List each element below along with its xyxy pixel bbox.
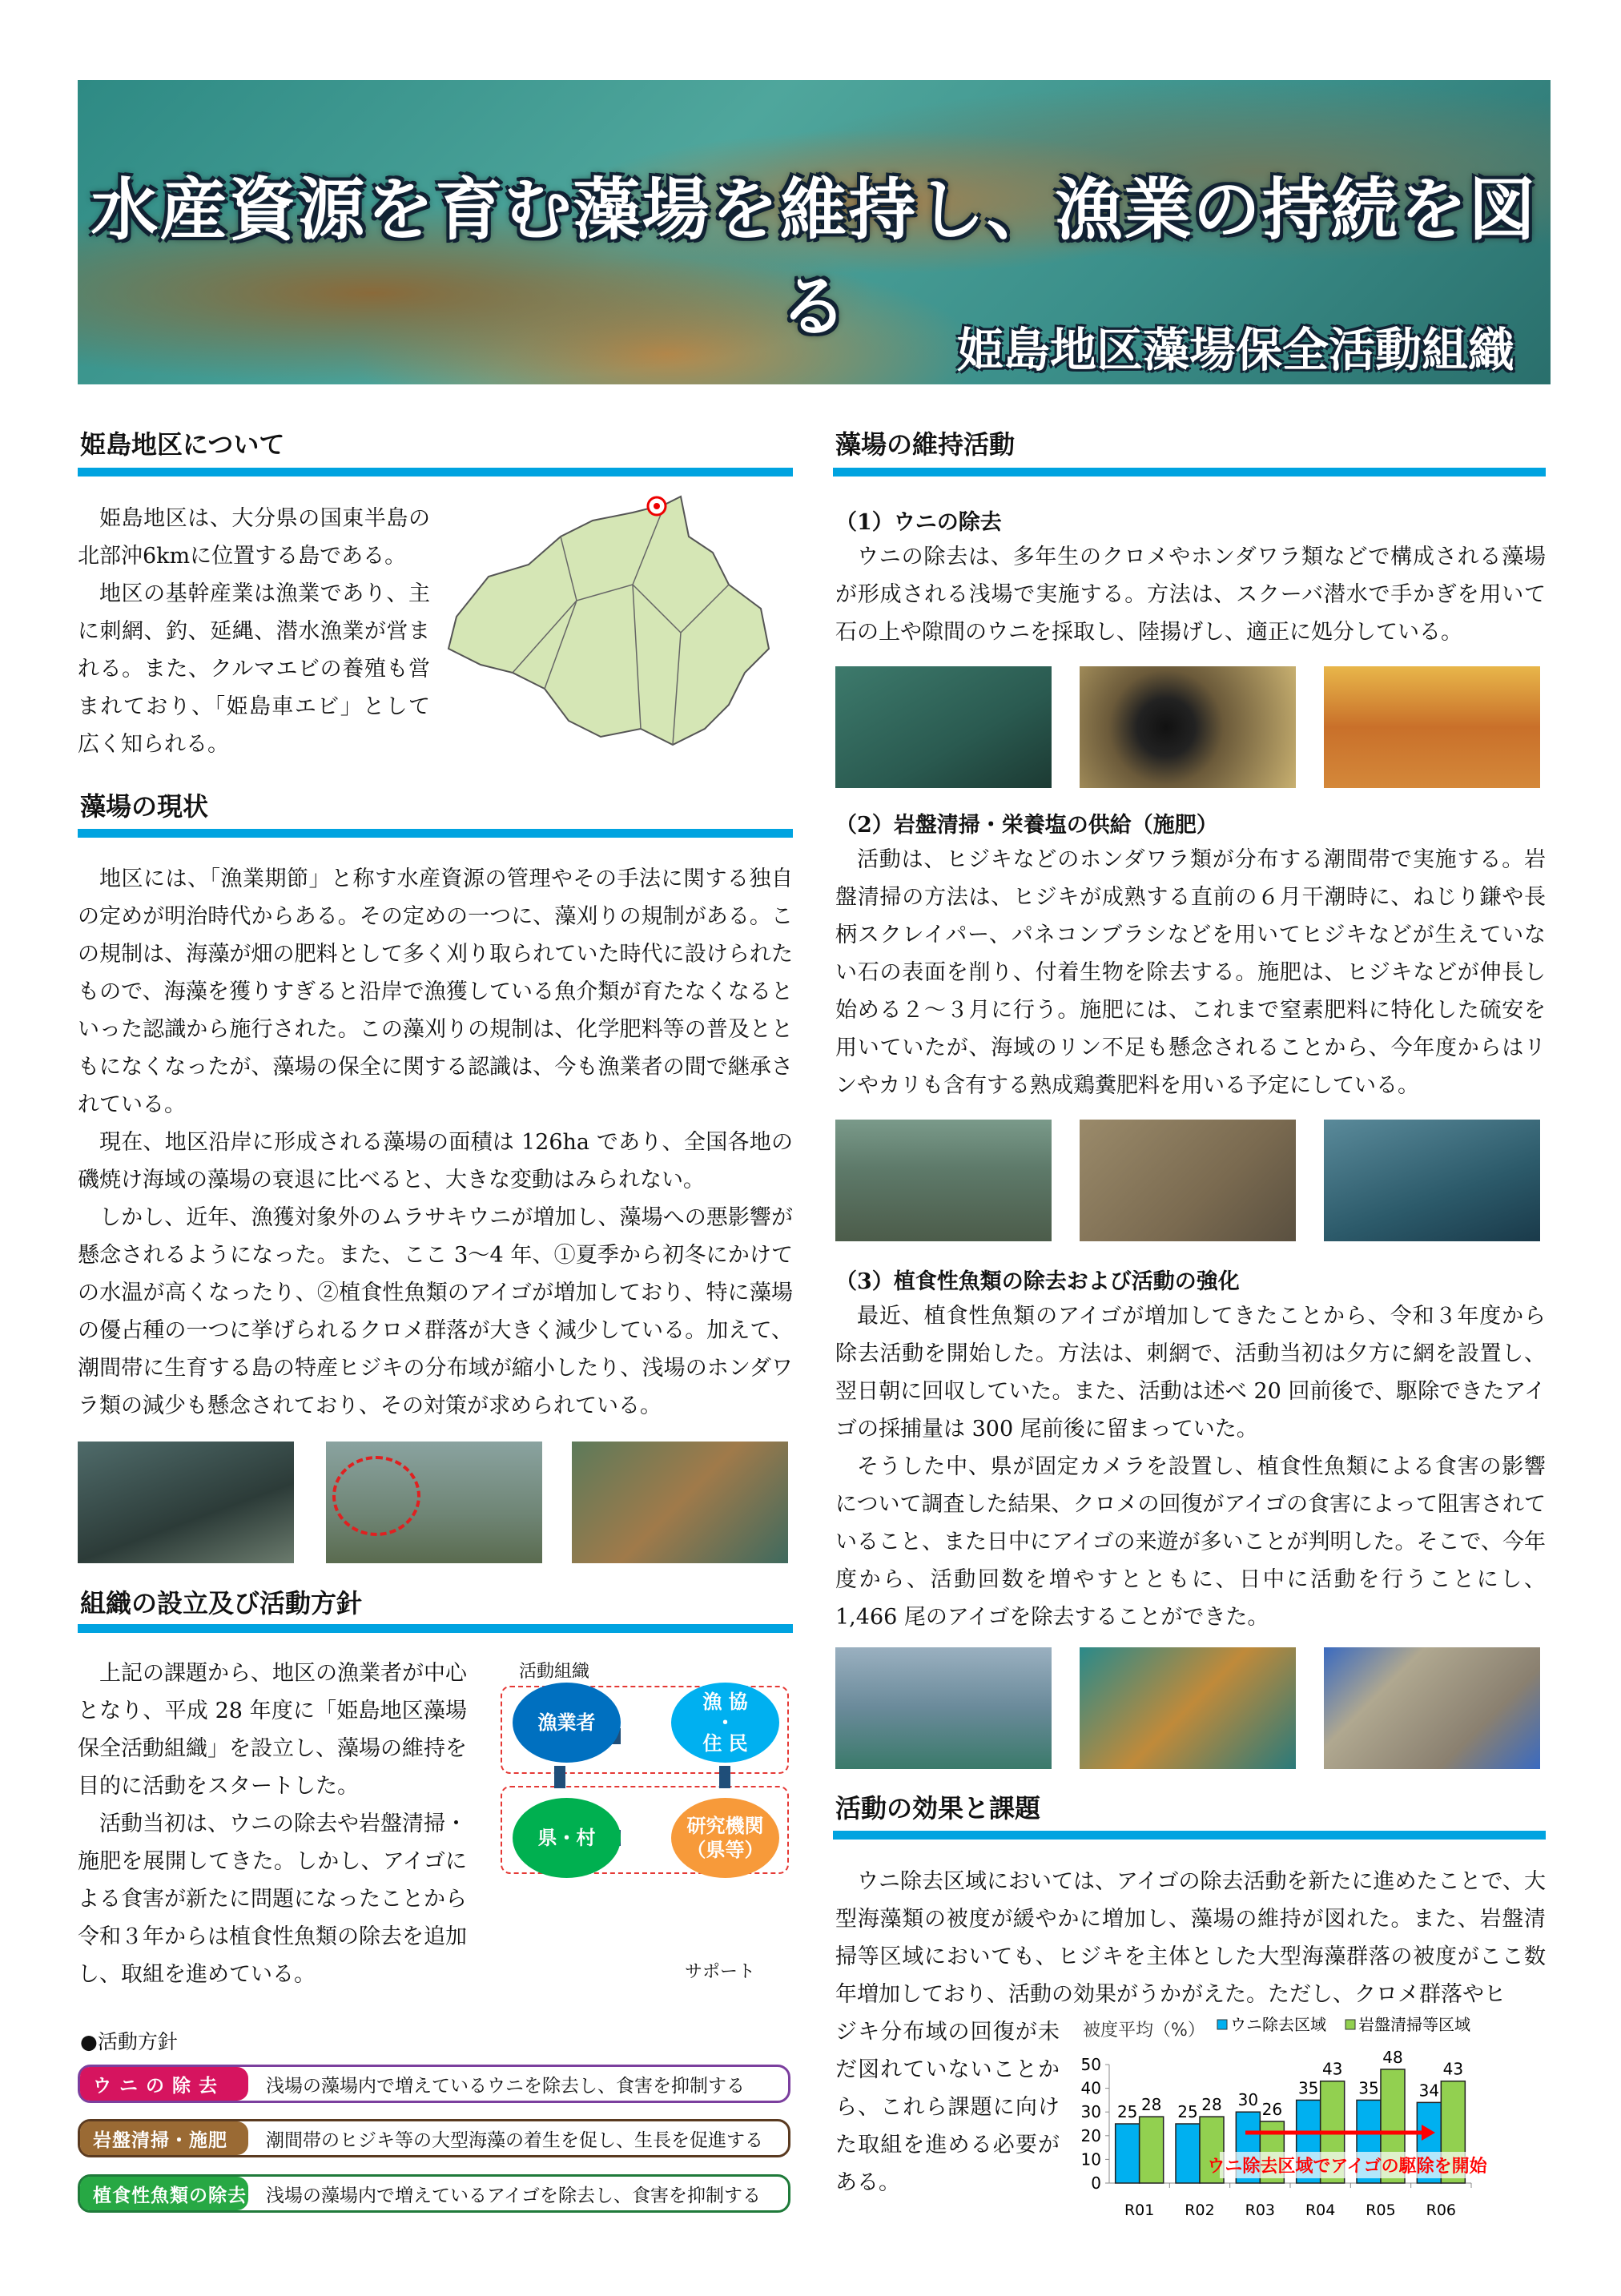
photo-diver xyxy=(835,666,1052,788)
paragraph: しかし、近年、漁獲対象外のムラサキウニが増加し、藻場への悪影響が懸念されるようになった。また、ここ 3～4 年、①夏季から初冬にかけての水温が高くなったり、②植食性魚類のアイゴが増加しており、特に藻場の優占種の一つに挙げられるクロメ群落が大きく減少している。加えて、潮間帯に生育する島の特産ヒジキの分布域が縮小したり、浅場のホンダワラ類の減少も懸念されており、その対策が求められている。 xyxy=(78,1205,793,1418)
data-label: 43 xyxy=(1442,2059,1464,2079)
x-tick-label: R04 xyxy=(1305,2202,1336,2219)
divider xyxy=(78,829,793,838)
paragraph: 上記の課題から、地区の漁業者が中心となり、平成 28 年度に「姫島地区藻場保全活動組織」を設立し、藻場の維持を目的に活動をスタートした。 xyxy=(78,1661,467,1799)
y-tick-label: 40 xyxy=(1080,2078,1101,2098)
y-tick-label: 20 xyxy=(1080,2125,1101,2145)
node-fisheries-coop: 漁 協 ・ 住 民 xyxy=(671,1683,779,1763)
policy-desc: 浅場の藻場内で増えているアイゴを除去し、食害を抑制する xyxy=(266,2185,762,2206)
data-label: 43 xyxy=(1321,2059,1343,2079)
support-label: サポート xyxy=(685,1962,756,1982)
subheading: （2）岩盤清掃・栄養塩の供給（施肥） xyxy=(835,813,1218,838)
bar xyxy=(1176,2124,1200,2183)
data-label: 28 xyxy=(1140,2095,1162,2115)
legend-swatch xyxy=(1345,2020,1355,2029)
x-tick-label: R02 xyxy=(1185,2202,1215,2219)
photo-scraping xyxy=(1080,1120,1296,1241)
y-tick-label: 10 xyxy=(1080,2149,1101,2169)
paragraph: 活動は、ヒジキなどのホンダワラ類が分布する潮間帯で実施する。岩盤清掃の方法は、ヒジキが成熟する直前の６月干潮時に、ねじり鎌や長柄スクレイパー、パネコンブラシなどを用いてヒジキなどが生えていない石の表面を削り、付着生物を除去する。施肥は、ヒジキなどが伸長し始める２～３月に行う。施肥には、これまで窒素肥料に特化した硫安を用いていたが、海域のリン不足も懸念されることから、今年度からはリンやカリも含有する熟成鶏糞肥料を用いる予定にしている。 xyxy=(835,847,1546,1098)
data-label: 30 xyxy=(1237,2090,1259,2110)
data-label: 48 xyxy=(1382,2047,1403,2067)
paragraph: そうした中、県が固定カメラを設置し、植食性魚類による食害の影響について調査した結果、クロメの回復がアイゴの食害によって阻害されていること、また日中にアイゴの来遊が多いことが判明した。そこで、今年度から、活動回数を増やすとともに、日中に活動を行うことにし、1,466 尾のアイゴを除去することができた。 xyxy=(835,1454,1546,1630)
maintain-text-2 xyxy=(835,841,1546,1104)
policy-tag: ウ ニ の 除 去 xyxy=(80,2067,248,2101)
divider xyxy=(833,1831,1546,1840)
heading-status: 藻場の現状 xyxy=(80,791,209,822)
divider xyxy=(833,468,1546,476)
effect-text: ウニ除去区域においては、アイゴの除去活動を新たに進めたことで、大型海藻類の被度が緩やかに増加し、藻場の維持が図れた。また、岩盤清掃等区域においても、ヒジキを主体とした大型海藻群落の被度がここ数年増加しており、活動の効果がうかがえた。ただし、クロメ群落やヒ xyxy=(835,1869,1546,2007)
legend-label: 岩盤清掃等区域 xyxy=(1358,2015,1470,2034)
photo-net-fish xyxy=(1080,1647,1296,1769)
org-text xyxy=(78,1655,467,1993)
paragraph: 現在、地区沿岸に形成される藻場の面積は 126ha であり、全国各地の磯焼け海域の藻場の衰退に比べると、大きな変動はみられない。 xyxy=(78,1130,793,1192)
heading-org: 組織の設立及び活動方針 xyxy=(80,1588,363,1618)
paragraph: 地区には、「漁業期節」と称す水産資源の管理やその手法に関する独自の定めが明治時代からある。その定めの一つに、藻刈りの規制がある。この規制は、海藻が畑の肥料として多く刈り取られていた時代に設けられたもので、海藻を獲りすぎると沿岸で漁獲している魚介類が育たなくなるといった認識から施行された。この藻刈りの規制は、化学肥料等の普及とともになくなったが、藻場の保全に関する認識は、今も漁業者の間で継承されている。 xyxy=(78,867,793,1117)
about-text xyxy=(78,500,430,763)
effect-text-narrow: ジキ分布域の回復が未だ図れていないことから、これら課題に向けた取組を進める必要がある。 xyxy=(835,2020,1060,2195)
x-tick-label: R05 xyxy=(1366,2202,1396,2219)
photo-rock-cleaning xyxy=(835,1120,1052,1241)
photo-rabbitfish xyxy=(326,1442,542,1563)
policy-rock-cleaning xyxy=(78,2119,790,2157)
photo-rabbitfish-box xyxy=(1324,1647,1540,1769)
maintain-text-1 xyxy=(835,538,1546,651)
data-label: 35 xyxy=(1358,2078,1379,2098)
x-tick-label: R03 xyxy=(1245,2202,1276,2219)
banner xyxy=(78,80,1551,384)
subheading: （1）ウニの除去 xyxy=(835,510,1002,535)
node-research: 研究機関 （県等） xyxy=(671,1798,779,1878)
data-label: 25 xyxy=(1177,2102,1198,2121)
bar xyxy=(1140,2117,1164,2183)
policy-tag: 岩盤清掃・施肥 xyxy=(80,2121,248,2155)
y-tick-label: 50 xyxy=(1080,2055,1101,2074)
maintain-text-3 xyxy=(835,1297,1546,1636)
coverage-bar-chart xyxy=(1073,2002,1554,2242)
photo-fertilizing xyxy=(1324,1120,1540,1241)
policy-tag: 植食性魚類の除去 xyxy=(80,2177,248,2210)
x-tick-label: R06 xyxy=(1426,2202,1457,2219)
data-label: 25 xyxy=(1116,2102,1138,2121)
photo-catch xyxy=(572,1442,788,1563)
policy-fish-removal xyxy=(78,2174,790,2213)
node-fishers: 漁業者 xyxy=(513,1683,621,1763)
y-tick-label: 0 xyxy=(1091,2173,1101,2193)
bar xyxy=(1116,2124,1140,2183)
divider xyxy=(78,468,793,476)
data-label: 34 xyxy=(1418,2081,1440,2101)
photo-sea-urchins xyxy=(78,1442,294,1563)
annotation-text: ウニ除去区域でアイゴの駆除を開始 xyxy=(1207,2157,1487,2177)
policy-title: ●活動方針 xyxy=(80,2030,178,2053)
heading-maintain: 藻場の維持活動 xyxy=(835,429,1016,460)
photo-urchin xyxy=(1080,666,1296,788)
heading-effect: 活動の効果と課題 xyxy=(835,1793,1041,1824)
data-label: 35 xyxy=(1297,2078,1319,2098)
paragraph: 最近、植食性魚類のアイゴが増加してきたことから、令和３年度から除去活動を開始した。方法は、刺網で、活動当初は夕方に網を設置し、翌日朝に回収していた。また、活動は述べ 20 回前後で、駆除できたアイゴの採捕量は 300 尾前後に留まっていた。 xyxy=(835,1304,1546,1442)
photo-net-hauling xyxy=(835,1647,1052,1769)
policy-desc: 潮間帯のヒジキ等の大型海藻の着生を促し、生長を促進する xyxy=(266,2129,763,2151)
data-label: 26 xyxy=(1261,2100,1283,2120)
divider xyxy=(78,1624,793,1633)
subheading: （3）植食性魚類の除去および活動の強化 xyxy=(835,1269,1240,1294)
policy-desc: 浅場の藻場内で増えているウニを除去し、食害を抑制する xyxy=(266,2075,745,2097)
status-text xyxy=(78,860,793,1425)
paragraph: ウニの除去は、多年生のクロメやホンダワラ類などで構成される藻場が形成される浅場で実施する。方法は、スクーバ潜水で手かぎを用いて石の上や隙間のウニを採取し、陸揚げし、適正に処分している。 xyxy=(835,545,1546,645)
paragraph: 地区の基幹産業は漁業であり、主に刺網、釣、延縄、潜水漁業が営まれる。また、クルマエビの養殖も営まれており、「姫島車エビ」として広く知られる。 xyxy=(78,581,430,757)
organization-name: 姫島地区藻場保全活動組織 xyxy=(956,323,1514,377)
policy-urchin xyxy=(78,2065,790,2103)
oita-map xyxy=(440,489,777,753)
y-tick-label: 30 xyxy=(1080,2102,1101,2122)
heading-about: 姫島地区について xyxy=(80,429,285,460)
paragraph: 活動当初は、ウニの除去や岩盤清掃・施肥を展開してきた。しかし、アイゴによる食害が新たに問題になったことから令和３年からは植食性魚類の除去を追加し、取組を進めている。 xyxy=(78,1811,467,1987)
data-label: 28 xyxy=(1201,2095,1222,2115)
photo-urchin-baskets xyxy=(1324,666,1540,788)
node-prefecture-village: 県・村 xyxy=(513,1798,621,1878)
legend-label: ウニ除去区域 xyxy=(1230,2015,1326,2034)
y-axis-label: 被度平均（%） xyxy=(1083,2021,1205,2041)
org-chart-title: 活動組織 xyxy=(519,1662,590,1682)
x-tick-label: R01 xyxy=(1124,2202,1155,2219)
legend-swatch xyxy=(1217,2020,1227,2029)
page-title: 水産資源を育む藻場を維持し、漁業の持続を図る xyxy=(91,170,1538,346)
paragraph: 姫島地区は、大分県の国東半島の北部沖6kmに位置する島である。 xyxy=(78,506,430,569)
